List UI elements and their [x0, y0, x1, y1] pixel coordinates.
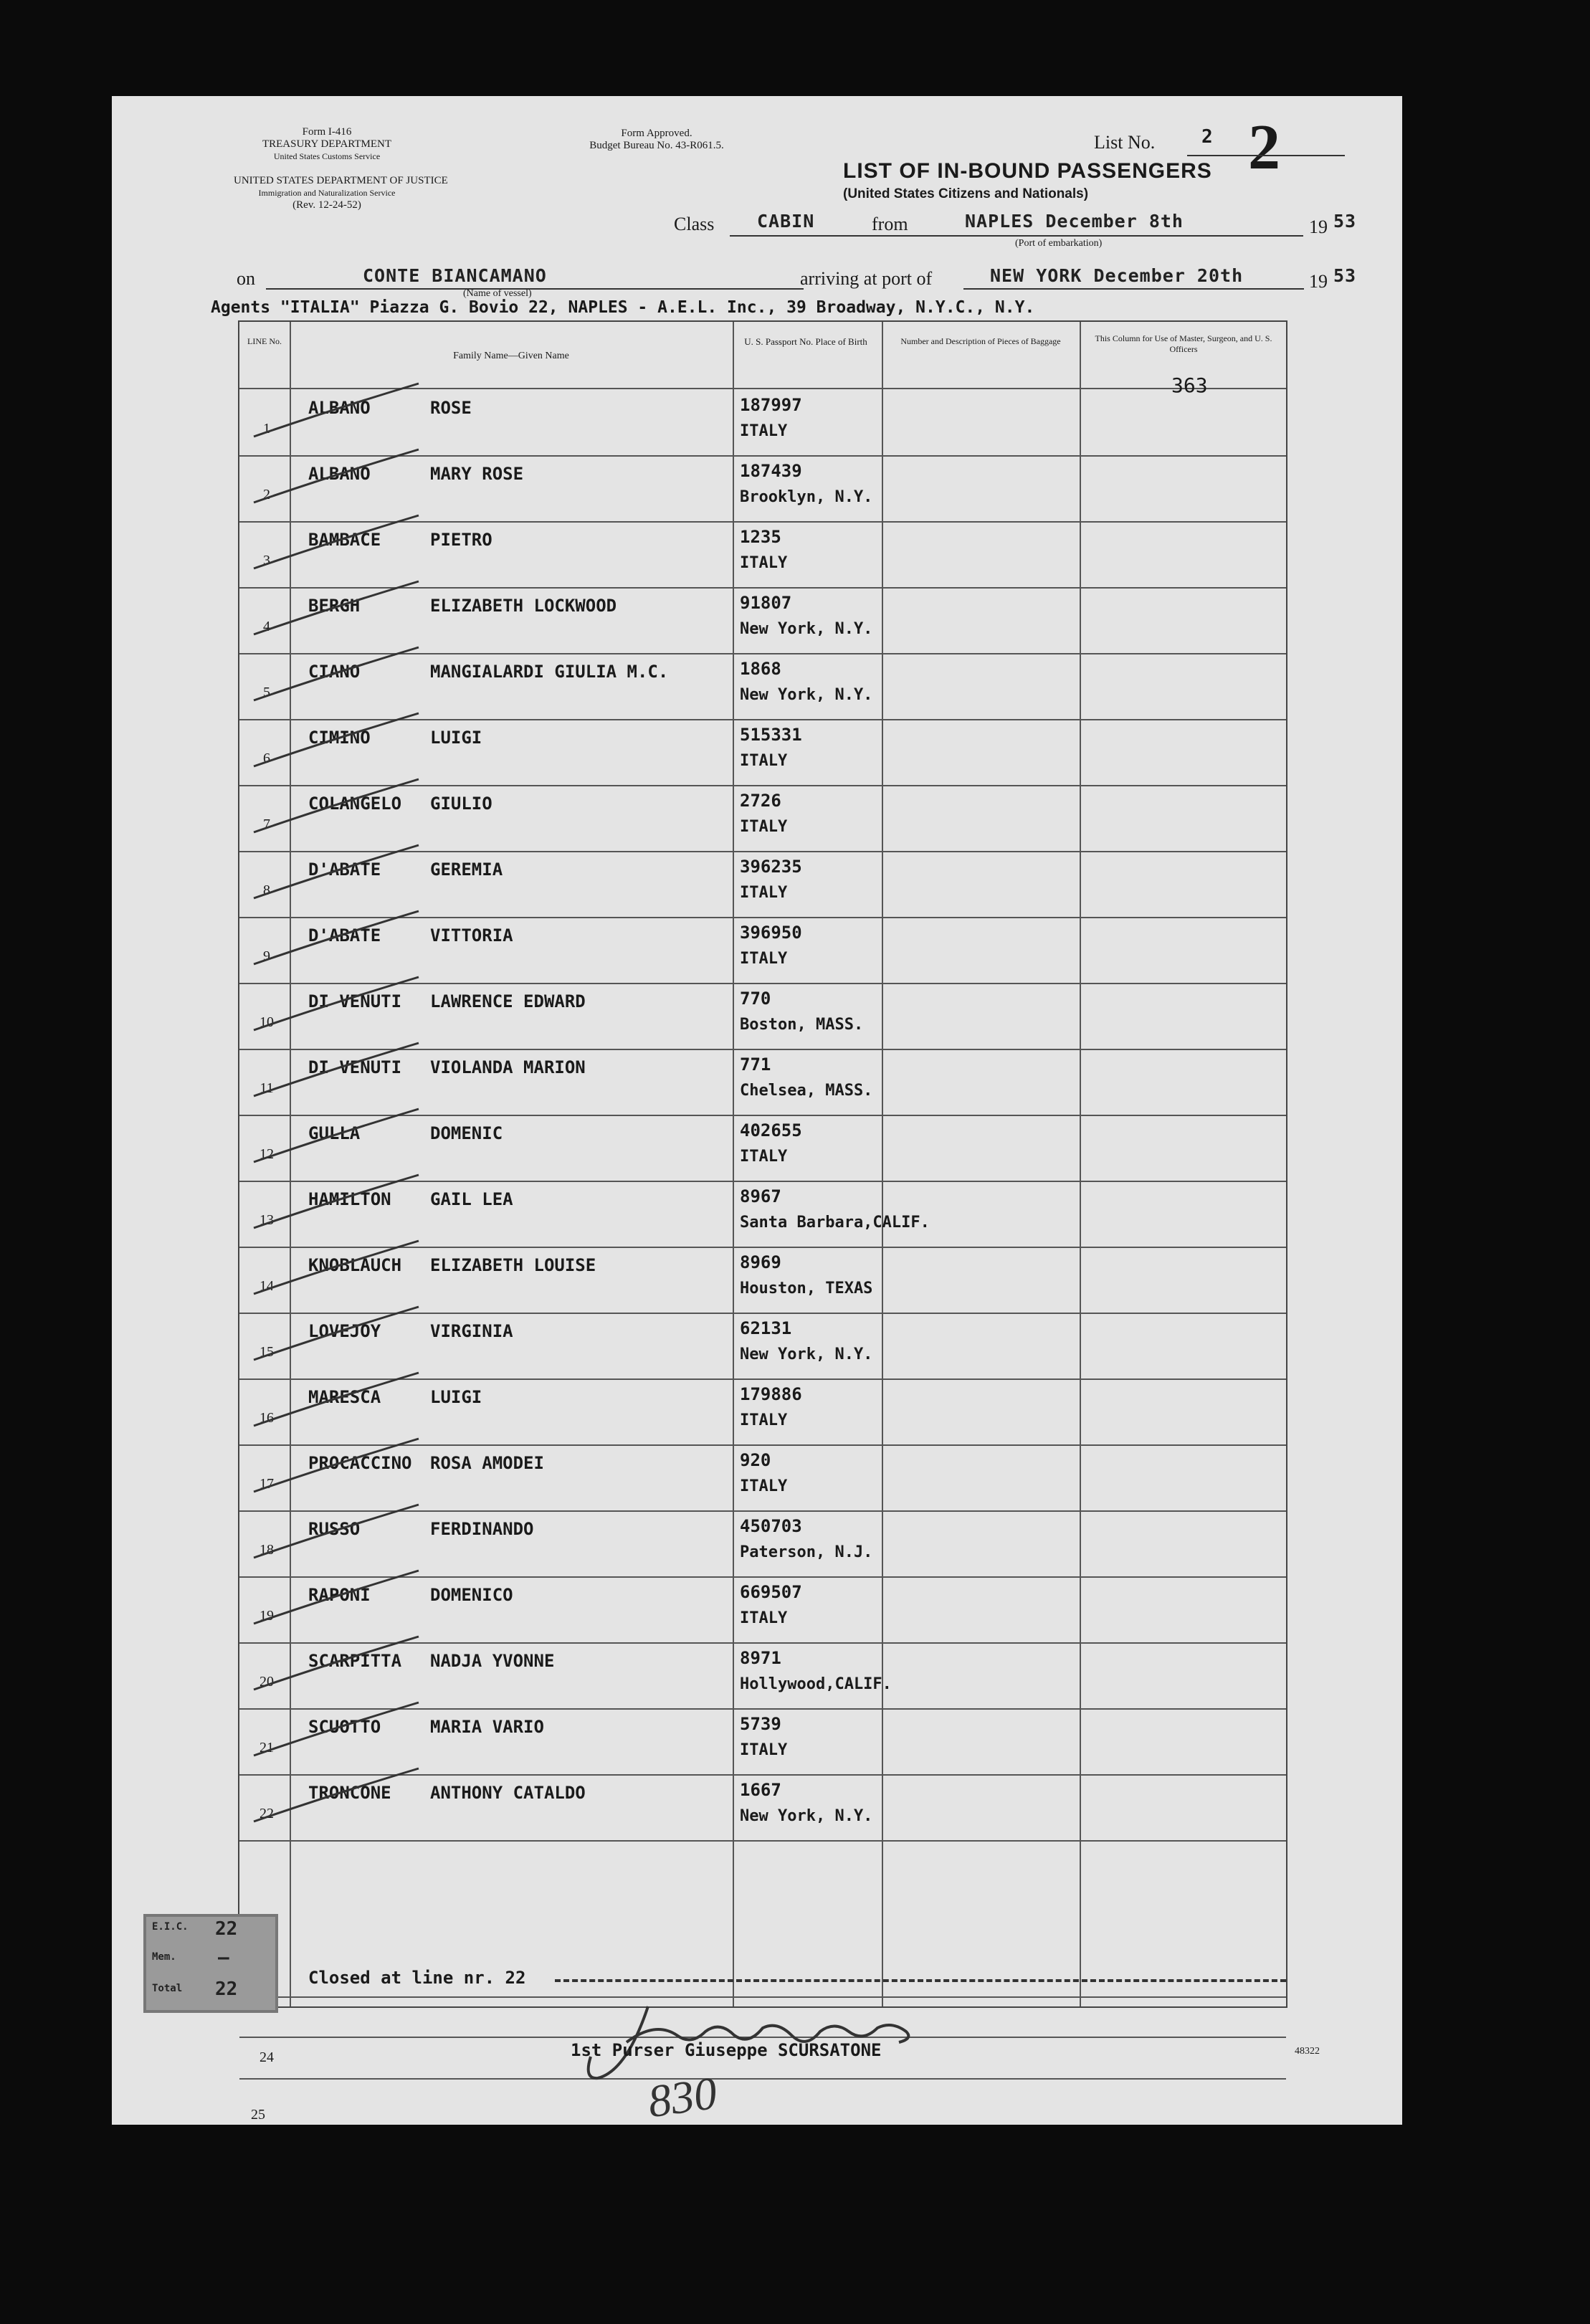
from-year-prefix: 19: [1309, 216, 1328, 237]
passport-number: 396950: [740, 923, 802, 943]
check-mark-stroke: [247, 974, 433, 1032]
check-mark-stroke: [247, 1040, 433, 1097]
line-number: 10: [260, 1014, 274, 1030]
place-of-birth: ITALY: [740, 884, 788, 902]
given-name: DOMENICO: [430, 1585, 513, 1605]
family-name: ALBANO: [308, 398, 371, 418]
passport-number: 187439: [740, 461, 802, 481]
line-number: 25: [251, 2107, 265, 2123]
ins-service: Immigration and Naturalization Service: [258, 188, 396, 198]
place-of-birth: New York, N.Y.: [740, 1346, 873, 1363]
passport-number: 515331: [740, 725, 802, 745]
passport-number: 396235: [740, 857, 802, 877]
family-name: BAMBACE: [308, 530, 381, 550]
place-of-birth: ITALY: [740, 1609, 788, 1627]
class-value: CABIN: [757, 211, 815, 232]
vessel-caption: (Name of vessel): [463, 288, 532, 299]
check-mark-stroke: [247, 710, 433, 768]
passport-number: 8969: [740, 1252, 781, 1272]
passport-number: 62131: [740, 1318, 792, 1338]
line-number: 6: [263, 751, 270, 766]
place-of-birth: ITALY: [740, 1477, 788, 1495]
given-name: LAWRENCE EDWARD: [430, 991, 586, 1011]
line-number: 1: [263, 421, 270, 437]
check-mark-stroke: [247, 1700, 433, 1757]
line-number: 14: [260, 1278, 274, 1294]
family-name: SCUOTTO: [308, 1717, 381, 1737]
line-number: 7: [263, 816, 270, 832]
family-name: MARESCA: [308, 1387, 381, 1407]
given-name: ELIZABETH LOUISE: [430, 1255, 596, 1275]
approval-block: [571, 128, 743, 152]
form-title: LIST OF IN-BOUND PASSENGERS: [843, 159, 1212, 183]
stamp-value: —: [218, 1947, 229, 1968]
check-mark-stroke: [247, 1238, 433, 1295]
line-number: 16: [260, 1410, 274, 1426]
justice-dept-block: [234, 175, 448, 211]
given-name: GAIL LEA: [430, 1189, 513, 1209]
passport-number: 91807: [740, 593, 792, 613]
justice-dept: UNITED STATES DEPARTMENT OF JUSTICE: [234, 175, 448, 186]
printer-code: 48322: [1295, 2046, 1320, 2057]
passport-number: 8967: [740, 1186, 781, 1206]
family-name: PROCACCINO: [308, 1453, 412, 1473]
place-of-birth: ITALY: [740, 1148, 788, 1166]
family-name: D'ABATE: [308, 859, 381, 880]
arr-year-prefix: 19: [1309, 271, 1328, 292]
passport-number: 771: [740, 1054, 771, 1075]
passport-number: 1868: [740, 659, 781, 679]
closing-dash-line: [555, 1979, 1286, 1982]
form-header-left: [234, 126, 420, 163]
col-passport: U. S. Passport No. Place of Birth: [744, 336, 867, 347]
line-number: 12: [260, 1146, 274, 1162]
given-name: MARY ROSE: [430, 464, 524, 484]
place-of-birth: Santa Barbara,CALIF.: [740, 1214, 930, 1232]
table-row: [239, 1774, 1286, 1842]
line-number: 17: [260, 1476, 274, 1492]
check-mark-stroke: [247, 1106, 433, 1163]
given-name: VIRGINIA: [430, 1321, 513, 1341]
passport-number: 2726: [740, 791, 781, 811]
family-name: BERGH: [308, 596, 361, 616]
from-label: from: [872, 214, 908, 234]
family-name: DI VENUTI: [308, 991, 402, 1011]
arriving-port: NEW YORK December 20th: [990, 265, 1244, 286]
family-name: RAPONI: [308, 1585, 371, 1605]
place-of-birth: Chelsea, MASS.: [740, 1082, 873, 1100]
passport-number: 1667: [740, 1780, 781, 1800]
line-number: 22: [260, 1806, 274, 1821]
purser-line: 1st Purser Giuseppe SCURSATONE: [571, 2040, 882, 2060]
check-mark-stroke: [247, 1436, 433, 1493]
form-subtitle: (United States Citizens and Nationals): [843, 186, 1089, 201]
handwritten-number: 830: [644, 2067, 720, 2128]
closed-at-line: Closed at line nr. 22: [308, 1968, 526, 1988]
passport-number: 187997: [740, 395, 802, 415]
check-mark-stroke: [247, 1172, 433, 1229]
passport-number: 920: [740, 1450, 771, 1470]
place-of-birth: New York, N.Y.: [740, 1807, 873, 1825]
place-of-birth: New York, N.Y.: [740, 620, 873, 638]
line-number: 5: [263, 685, 270, 700]
family-name: CIANO: [308, 662, 361, 682]
col-name: Family Name—Given Name: [453, 351, 569, 361]
place-of-birth: ITALY: [740, 554, 788, 572]
check-mark-stroke: [247, 1370, 433, 1427]
revision-date: (Rev. 12-24-52): [292, 199, 361, 211]
family-name: HAMILTON: [308, 1189, 391, 1209]
stamp-label: Mem.: [152, 1951, 176, 1963]
line-number: 19: [260, 1608, 274, 1624]
check-mark-stroke: [247, 776, 433, 834]
place-of-birth: ITALY: [740, 950, 788, 968]
place-of-birth: Paterson, N.J.: [740, 1543, 873, 1561]
check-mark-stroke: [247, 644, 433, 702]
given-name: ROSA AMODEI: [430, 1453, 544, 1473]
line-number: 13: [260, 1212, 274, 1228]
passport-number: 450703: [740, 1516, 802, 1536]
entry-stamp: [143, 1914, 278, 2013]
place-of-birth: ITALY: [740, 422, 788, 440]
agents-line: Agents "ITALIA" Piazza G. Bovio 22, NAPLES - A.E.L. Inc., 39 Broadway, N.Y.C., N.Y.: [211, 298, 1035, 317]
family-name: COLANGELO: [308, 794, 402, 814]
from-year-suffix: 53: [1333, 211, 1357, 232]
given-name: MARIA VARIO: [430, 1717, 544, 1737]
passport-number: 1235: [740, 527, 781, 547]
place-of-birth: ITALY: [740, 818, 788, 836]
line-number: 18: [260, 1542, 274, 1558]
from-value: NAPLES December 8th: [965, 211, 1184, 232]
given-name: LUIGI: [430, 728, 482, 748]
place-of-birth: ITALY: [740, 1741, 788, 1759]
check-mark-stroke: [247, 578, 433, 636]
given-name: GEREMIA: [430, 859, 503, 880]
arr-year-suffix: 53: [1333, 265, 1357, 286]
check-mark-stroke: [247, 381, 433, 438]
place-of-birth: ITALY: [740, 1411, 788, 1429]
given-name: LUIGI: [430, 1387, 482, 1407]
on-label: on: [237, 268, 255, 289]
list-no-large: 2: [1248, 112, 1280, 183]
passport-number: 770: [740, 989, 771, 1009]
passport-number: 402655: [740, 1120, 802, 1140]
given-name: GIULIO: [430, 794, 492, 814]
line-number: 21: [260, 1740, 274, 1756]
list-no-value: 2: [1201, 126, 1213, 148]
check-mark-stroke: [247, 908, 433, 966]
line-number: 4: [263, 619, 270, 634]
check-mark-stroke: [247, 447, 433, 504]
customs-service: United States Customs Service: [273, 151, 381, 161]
col-officers: This Column for Use of Master, Surgeon, and U. S. Officers: [1095, 333, 1272, 354]
vessel-name: CONTE BIANCAMANO: [363, 265, 547, 286]
col-baggage: Number and Description of Pieces of Baggage: [900, 336, 1061, 346]
arriving-label: arriving at port of: [800, 268, 933, 289]
place-of-birth: Houston, TEXAS: [740, 1280, 873, 1297]
given-name: ELIZABETH LOCKWOOD: [430, 596, 617, 616]
passport-number: 8971: [740, 1648, 781, 1668]
place-of-birth: New York, N.Y.: [740, 686, 873, 704]
stamp-value: 22: [215, 1918, 238, 1940]
col-line-no: LINE No.: [247, 336, 282, 346]
given-name: PIETRO: [430, 530, 492, 550]
stamp-value: 22: [215, 1978, 238, 2000]
passport-number: 179886: [740, 1384, 802, 1404]
line-number: 20: [260, 1674, 274, 1690]
place-of-birth: ITALY: [740, 752, 788, 770]
given-name: ROSE: [430, 398, 472, 418]
check-mark-stroke: [247, 1304, 433, 1361]
passport-number: 669507: [740, 1582, 802, 1602]
place-of-birth: Brooklyn, N.Y.: [740, 488, 873, 506]
check-mark-stroke: [247, 1634, 433, 1691]
family-name: D'ABATE: [308, 925, 381, 946]
port-embark-caption: (Port of embarkation): [1015, 238, 1103, 249]
budget-bureau: Budget Bureau No. 43-R061.5.: [589, 140, 724, 151]
check-mark-stroke: [247, 513, 433, 570]
line-number: 2: [263, 487, 270, 503]
manifest-page: [112, 96, 1402, 2128]
given-name: MANGIALARDI GIULIA M.C.: [430, 662, 669, 682]
list-no-label: List No.: [1094, 132, 1156, 153]
family-name: CIMINO: [308, 728, 371, 748]
given-name: FERDINANDO: [430, 1519, 534, 1539]
family-name: DI VENUTI: [308, 1057, 402, 1077]
check-mark-stroke: [247, 842, 433, 900]
line-number: 15: [260, 1344, 274, 1360]
class-label: Class: [674, 214, 715, 234]
check-mark-stroke: [247, 1502, 433, 1559]
family-name: GULLA: [308, 1123, 361, 1143]
form-number: Form I-416: [302, 126, 352, 138]
given-name: NADJA YVONNE: [430, 1651, 555, 1671]
treasury-dept: TREASURY DEPARTMENT: [262, 138, 392, 150]
check-mark-stroke: [247, 1766, 433, 1823]
line-number: 8: [263, 882, 270, 898]
line-number: 11: [260, 1080, 274, 1096]
place-of-birth: Boston, MASS.: [740, 1016, 864, 1034]
given-name: ANTHONY CATALDO: [430, 1783, 586, 1803]
line-number: 24: [260, 2049, 274, 2065]
stamp-label: Total: [152, 1983, 183, 1994]
line-number: 3: [263, 553, 270, 568]
family-name: ALBANO: [308, 464, 371, 484]
passport-number: 5739: [740, 1714, 781, 1734]
line-number: 9: [263, 948, 270, 964]
family-name: KNOBLAUCH: [308, 1255, 402, 1275]
given-name: VIOLANDA MARION: [430, 1057, 586, 1077]
place-of-birth: Hollywood,CALIF.: [740, 1675, 892, 1693]
family-name: SCARPITTA: [308, 1651, 402, 1671]
form-approved: Form Approved.: [621, 128, 692, 139]
given-name: VITTORIA: [430, 925, 513, 946]
family-name: RUSSO: [308, 1519, 361, 1539]
given-name: DOMENIC: [430, 1123, 503, 1143]
family-name: TRONCONE: [308, 1783, 391, 1803]
check-mark-stroke: [247, 1568, 433, 1625]
family-name: LOVEJOY: [308, 1321, 381, 1341]
stamp-label: E.I.C.: [152, 1921, 189, 1933]
officer-count: 363: [1171, 373, 1208, 397]
